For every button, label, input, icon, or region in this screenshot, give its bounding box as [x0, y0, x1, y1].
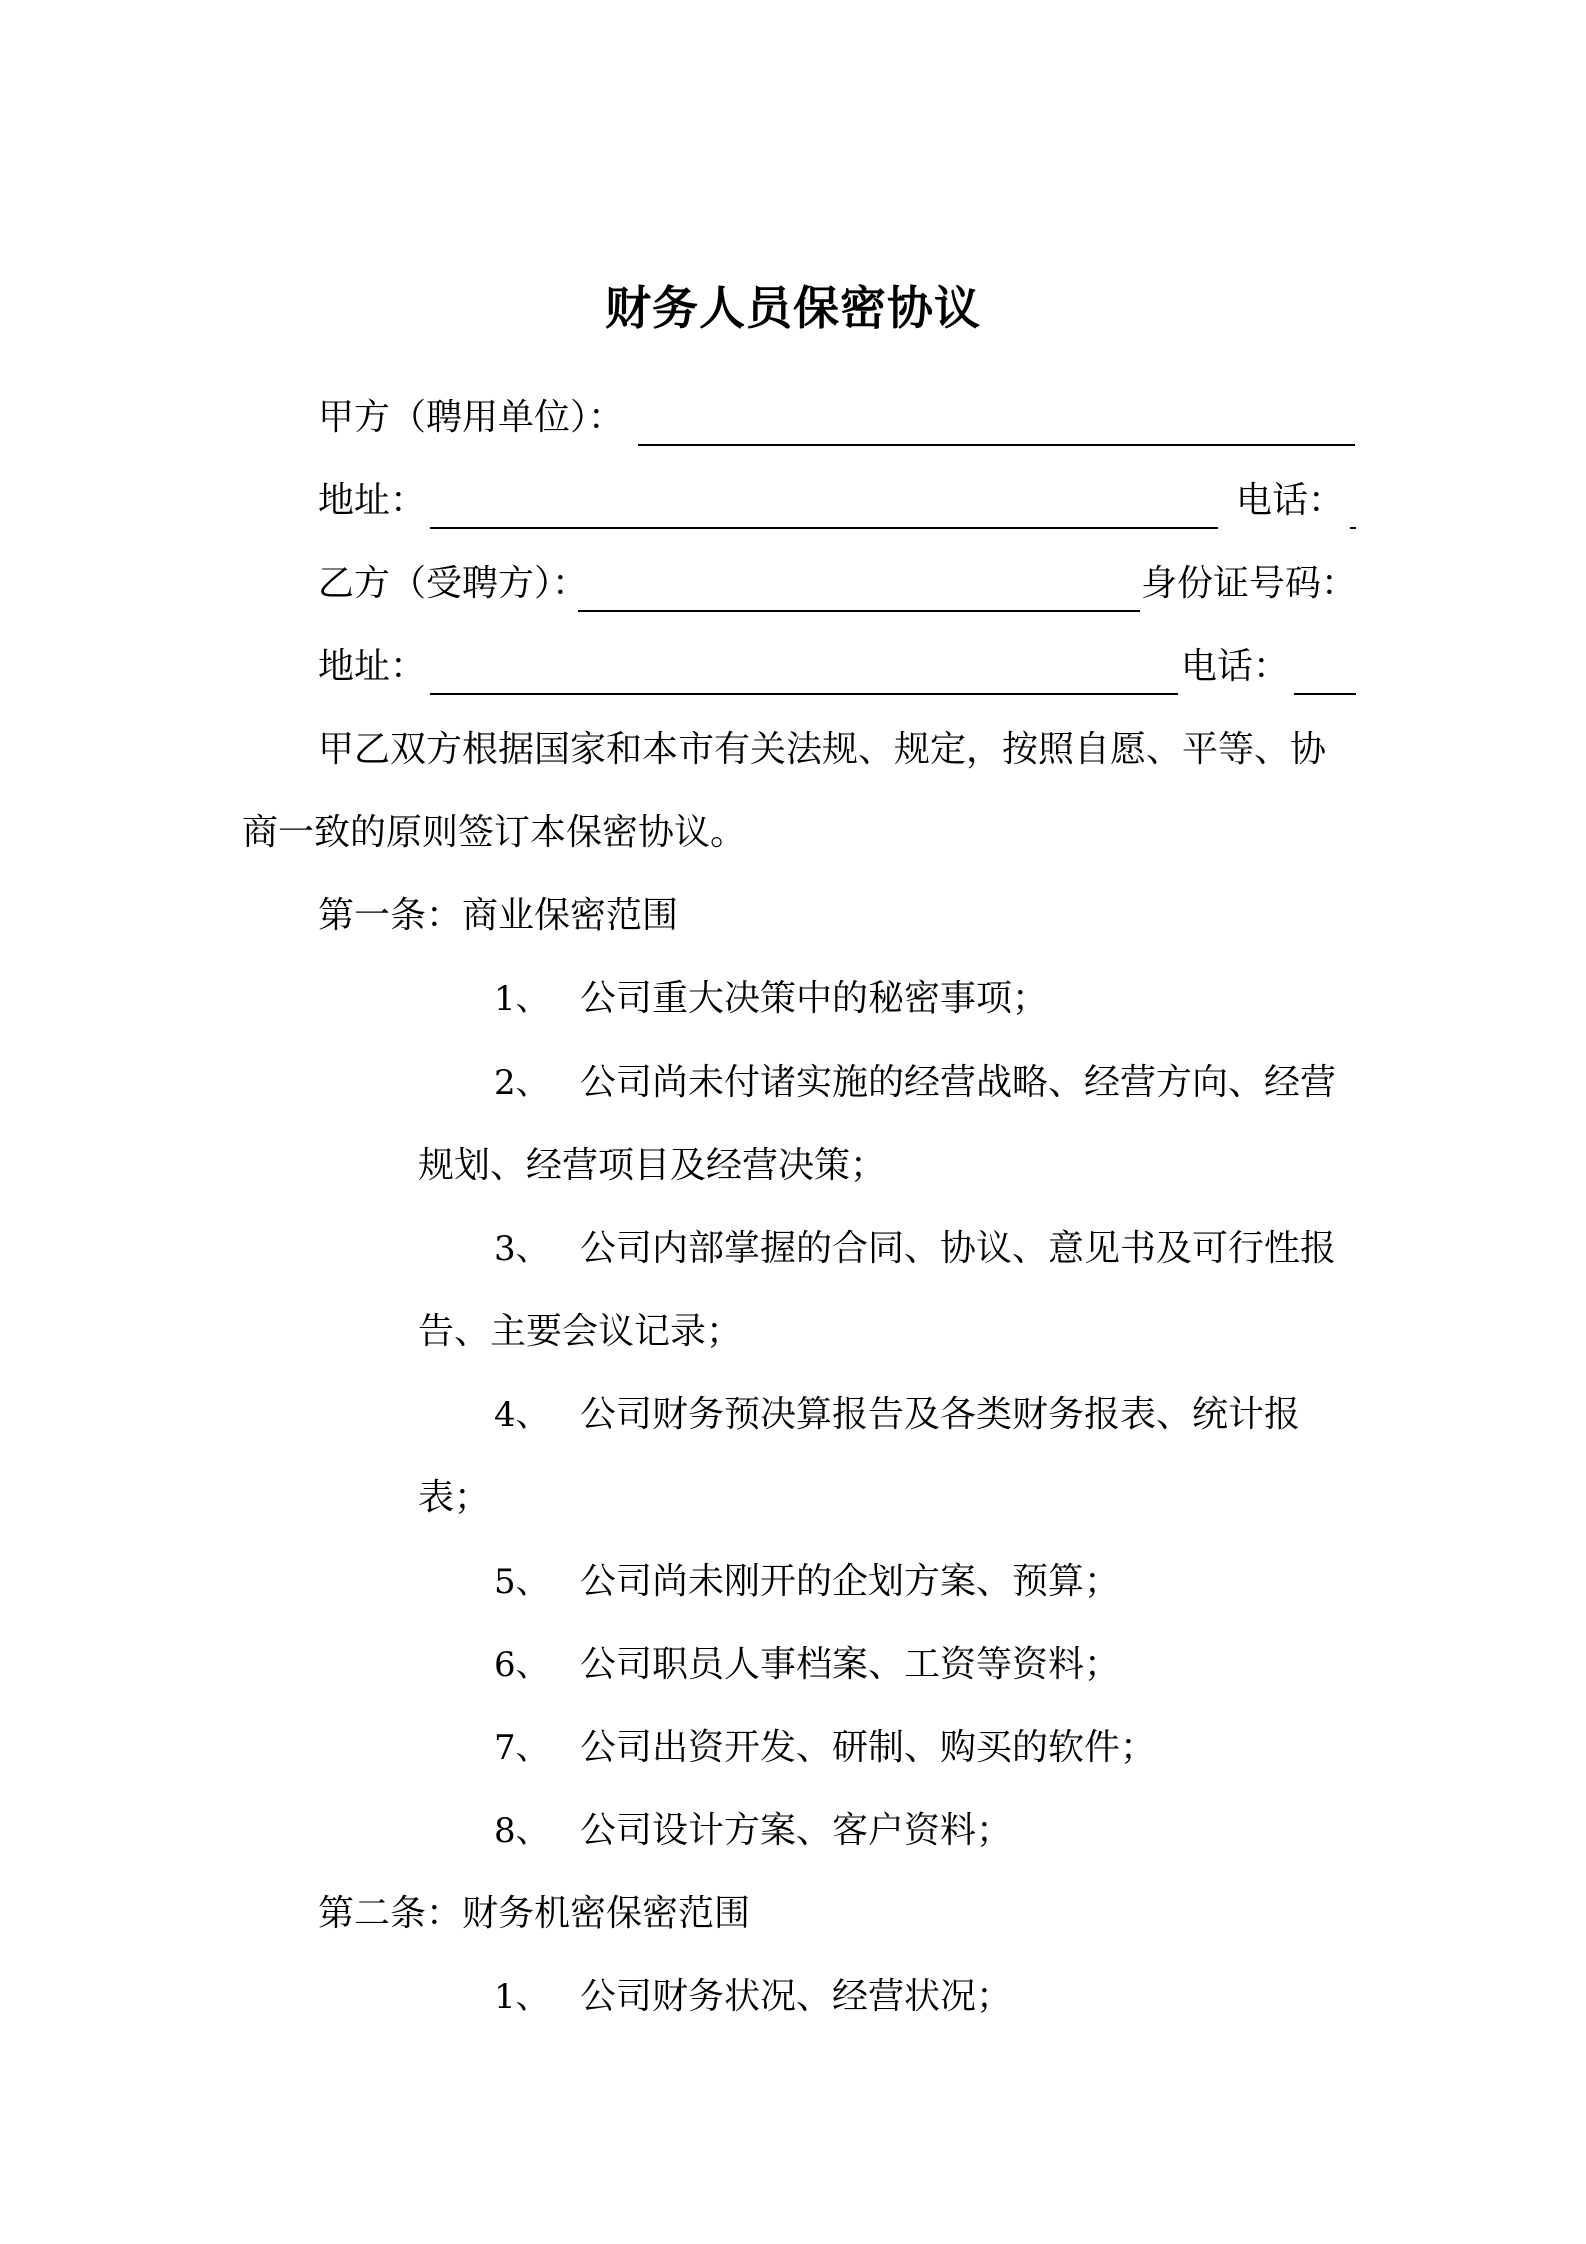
article-1-item-text-continued: 规划、经营项目及经营决策；	[418, 1145, 887, 1186]
article-1-item-number: 6、	[494, 1645, 550, 1685]
article-1-item-text: 公司内部掌握的合同、协议、意见书及可行性报	[580, 1228, 1337, 1269]
party-b-label: 乙方（受聘方）：	[318, 563, 589, 604]
article-1-item-text: 公司设计方案、客户资料；	[580, 1810, 1013, 1851]
article-1-item-text: 公司出资开发、研制、购买的软件；	[580, 1727, 1157, 1768]
article-1-item-number: 2、	[494, 1063, 550, 1103]
article-1-item-number: 1、	[494, 979, 550, 1019]
article-1-heading: 第一条：商业保密范围	[318, 895, 679, 936]
document-title: 财务人员保密协议	[605, 281, 981, 335]
party-a-address-label: 地址：	[318, 480, 427, 521]
party-b-address-blank[interactable]	[430, 693, 1178, 695]
party-a-name-blank[interactable]	[638, 444, 1355, 446]
party-a-phone-blank[interactable]	[1350, 527, 1356, 529]
article-1-item-text: 公司财务预决算报告及各类财务报表、统计报	[580, 1394, 1301, 1435]
party-a-address-blank[interactable]	[430, 527, 1218, 529]
article-1-item-text: 公司职员人事档案、工资等资料；	[580, 1644, 1121, 1685]
intro-line-1: 甲乙双方根据国家和本市有关法规、规定，按照自愿、平等、协	[318, 729, 1327, 770]
article-1-item-text: 公司重大决策中的秘密事项；	[580, 978, 1049, 1019]
party-b-phone-blank[interactable]	[1294, 693, 1356, 695]
party-b-id-label: 身份证号码：	[1141, 563, 1358, 604]
article-1-item-number: 7、	[494, 1728, 550, 1768]
article-1-item-number: 4、	[494, 1395, 550, 1435]
article-1-item-number: 8、	[494, 1811, 550, 1851]
article-1-item-text: 公司尚未付诸实施的经营战略、经营方向、经营	[580, 1062, 1337, 1103]
article-2-item-text: 公司财务状况、经营状况；	[580, 1976, 1013, 2017]
party-a-label: 甲方（聘用单位）：	[318, 397, 625, 438]
party-b-address-label: 地址：	[318, 646, 427, 687]
article-1-item-text-continued: 告、主要会议记录；	[418, 1311, 743, 1352]
article-2-item-number: 1、	[494, 1977, 550, 2017]
party-b-phone-label: 电话：	[1181, 646, 1290, 687]
intro-line-2: 商一致的原则签订本保密协议。	[242, 812, 747, 853]
article-2-heading: 第二条：财务机密保密范围	[318, 1893, 751, 1934]
article-1-item-number: 5、	[494, 1562, 550, 1602]
article-1-item-text: 公司尚未刚开的企划方案、预算；	[580, 1561, 1121, 1602]
party-b-name-blank[interactable]	[578, 610, 1140, 612]
article-1-item-text-continued: 表；	[418, 1477, 491, 1518]
party-a-phone-label: 电话：	[1236, 480, 1345, 521]
article-1-item-number: 3、	[494, 1229, 550, 1269]
